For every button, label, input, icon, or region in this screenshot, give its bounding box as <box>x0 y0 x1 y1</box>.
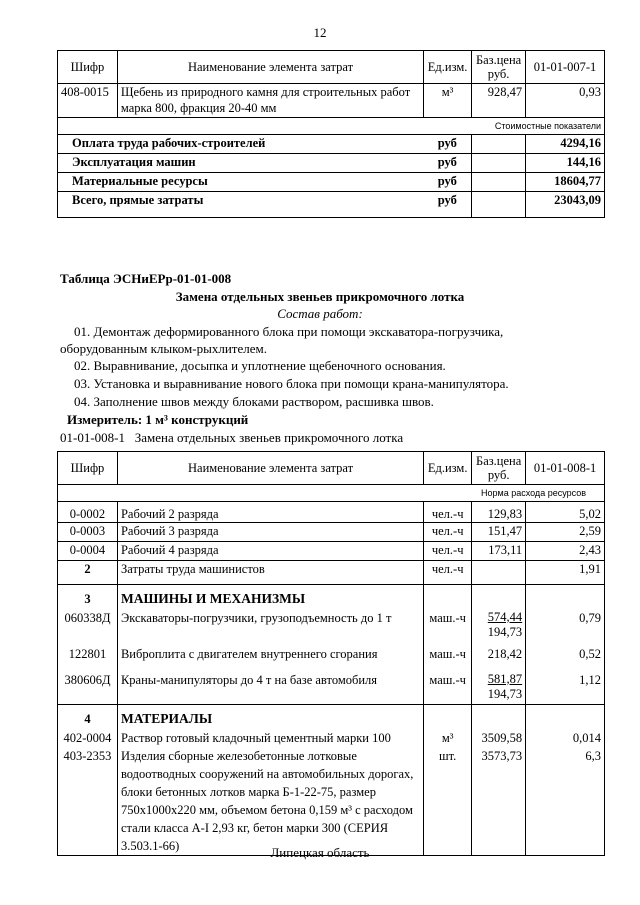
footer: Липецкая область <box>270 845 370 860</box>
table-row: 402-0004 Раствор готовый кладочный цементный марки 100 м³ 3509,58 0,014 <box>58 727 605 747</box>
measure: Измеритель: 1 м³ конструкций <box>67 412 249 427</box>
header-name: Наименование элемента затрат <box>117 51 423 84</box>
header-code: Шифр <box>58 452 118 485</box>
table-row: 403-2353 Изделия сборные железобетонные лотковые водоотводных сооружений на автомобильных дорогах, блоки бетонных лотков марка Б-1-22-75, размер 750х1000х220 мм, объемом бетона 0,159 м³ с расходом стали класса А-I 2,93 кг, бетон марки 300 (СЕРИЯ 3.503.1-66) шт. 3573,73 6,3 <box>58 747 605 856</box>
subtitle: Замена отдельных звеньев прикромочного лотка <box>175 289 465 304</box>
total-row: Материальные ресурсы руб 18604,77 <box>58 173 605 192</box>
table-2 <box>57 451 605 856</box>
composition-title: Состав работ: <box>277 306 363 321</box>
table-row: 2 Затраты труда машинистов чел.-ч 1,91 <box>58 561 605 585</box>
step-3: 03. Установка и выравнивание нового блока при помощи крана-манипулятора. <box>74 376 509 391</box>
section-header-row: 3 МАШИНЫ И МЕХАНИЗМЫ <box>58 585 605 607</box>
table-row: 408-0015 Щебень из природного камня для строительных работ марка 800, фракция 20-40 мм м³ 928,47 0,93 <box>58 84 605 118</box>
table-row: 0-0003 Рабочий 3 разряда чел.-ч 151,47 2,59 <box>58 523 605 542</box>
section-label: Норма расхода ресурсов <box>58 485 605 502</box>
header-unit: Ед.изм. <box>424 51 472 84</box>
section-label: Стоимостные показатели <box>58 118 605 135</box>
norm-line: 01-01-008-1 Замена отдельных звеньев прикромочного лотка <box>60 430 404 445</box>
total-row: Оплата труда рабочих-строителей руб 4294,16 <box>58 135 605 154</box>
header-price: Баз.цена руб. <box>472 51 526 84</box>
page-number: 12 <box>313 25 327 40</box>
header-price: Баз.цена руб. <box>472 452 526 485</box>
total-row: Всего, прямые затраты руб 23043,09 <box>58 192 605 218</box>
step-1: 01. Демонтаж деформированного блока при помощи экскаватора-погрузчика, оборудованным клыком-рыхлителем. <box>60 324 504 356</box>
table-row: 0-0002 Рабочий 2 разряда чел.-ч 129,83 5,02 <box>58 502 605 523</box>
step-2: 02. Выравнивание, досыпка и уплотнение щебеночного основания. <box>74 358 446 373</box>
section-header-row: 4 МАТЕРИАЛЫ <box>58 705 605 727</box>
table-row: 122801 Виброплита с двигателем внутреннего сгорания маш.-ч 218,42 0,52 <box>58 643 605 669</box>
table-row: 0-0004 Рабочий 4 разряда чел.-ч 173,11 2,43 <box>58 542 605 561</box>
table-1 <box>57 50 605 218</box>
header-unit: Ед.изм. <box>424 452 472 485</box>
header-norm: 01-01-008-1 <box>526 452 605 485</box>
total-row: Эксплуатация машин руб 144,16 <box>58 154 605 173</box>
header-name: Наименование элемента затрат <box>117 452 423 485</box>
table-title: Таблица ЭСНиЕРр-01-01-008 <box>60 271 232 286</box>
table-row: 060338Д Экскаваторы-погрузчики, грузоподъемность до 1 т маш.-ч 574,44 194,73 0,79 <box>58 607 605 643</box>
header-norm: 01-01-007-1 <box>526 51 605 84</box>
header-code: Шифр <box>58 51 118 84</box>
step-4: 04. Заполнение швов между блоками раствором, расшивка швов. <box>74 394 434 409</box>
table-row: 380606Д Краны-манипуляторы до 4 т на базе автомобиля маш.-ч 581,87 194,73 1,12 <box>58 669 605 705</box>
